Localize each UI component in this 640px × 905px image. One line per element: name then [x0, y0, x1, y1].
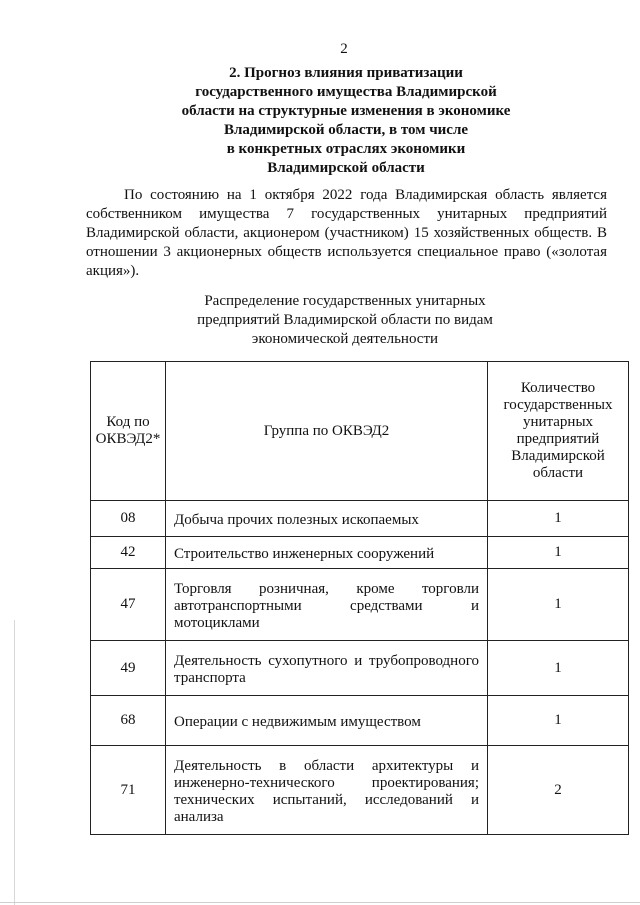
heading-line: государственного имущества Владимирской: [195, 84, 497, 100]
header-count-text: Количество государственных унитарных предприятий Владимирской области: [503, 380, 613, 481]
group-text: Добыча прочих полезных ископаемых: [174, 512, 419, 528]
group-text: Торговля розничная, кроме торговли автотранспортными средствами и мотоциклами: [174, 581, 479, 631]
group-text: Деятельность сухопутного и трубопроводного транспорта: [174, 653, 479, 686]
cell-code: 47: [91, 569, 166, 641]
cell-code: 08: [91, 501, 166, 537]
cell-code: 68: [91, 696, 166, 746]
caption-line: предприятий Владимирской области по видам: [197, 312, 493, 328]
cell-code: 71: [91, 746, 166, 835]
group-text: Деятельность в области архитектуры и инженерно-технического проектирования; технических испытаний, исследований и анализа: [174, 758, 479, 825]
caption-line: Распределение государственных унитарных: [204, 293, 486, 309]
table-row: [91, 746, 629, 835]
header-group-text: Группа по ОКВЭД2: [263, 422, 390, 439]
heading-line: Владимирской области, в том числе: [223, 122, 469, 138]
body-paragraph: По состоянию на 1 октября 2022 года Владимирская область является собственником имущества 7 государственных унитарных предприятий Владимирской области, акционером (участником) 15 хозяйственных обществ. В отношении 3 акционерных обществ используется специальное право («золотая акция»).: [86, 187, 607, 279]
okved-table: [90, 361, 629, 835]
header-count: [488, 362, 629, 501]
page-number: 2: [340, 41, 348, 57]
cell-group: [166, 537, 488, 569]
cell-group: [166, 641, 488, 696]
cell-group: [166, 746, 488, 835]
group-text: Строительство инженерных сооружений: [174, 546, 435, 562]
cell-count: 1: [488, 641, 629, 696]
cell-code: 49: [91, 641, 166, 696]
group-text: Операции с недвижимым имуществом: [174, 714, 421, 730]
table-row: [91, 641, 629, 696]
cell-group: [166, 569, 488, 641]
heading-line: 2. Прогноз влияния приватизации: [229, 65, 463, 81]
table-row: [91, 696, 629, 746]
cell-group: [166, 696, 488, 746]
caption-line: экономической деятельности: [251, 331, 439, 347]
table-caption: [180, 292, 510, 349]
cell-count: 1: [488, 696, 629, 746]
table-row: [91, 501, 629, 537]
table-row: [91, 569, 629, 641]
header-code: [91, 362, 166, 501]
header-code-text: Код по ОКВЭД2*: [95, 414, 161, 447]
header-group: [166, 362, 488, 501]
cell-code: 42: [91, 537, 166, 569]
table-header-row: [91, 362, 629, 501]
scan-bottom-line: [0, 902, 640, 903]
heading-line: области на структурные изменения в экономике: [181, 103, 511, 119]
cell-count: 1: [488, 501, 629, 537]
cell-count: 1: [488, 569, 629, 641]
scan-edge-line: [14, 620, 15, 905]
cell-count: 2: [488, 746, 629, 835]
heading-line: в конкретных отраслях экономики: [226, 141, 466, 157]
heading-line: Владимирской области: [267, 160, 425, 176]
section-heading: [150, 64, 542, 178]
cell-count: 1: [488, 537, 629, 569]
table-row: [91, 537, 629, 569]
cell-group: [166, 501, 488, 537]
